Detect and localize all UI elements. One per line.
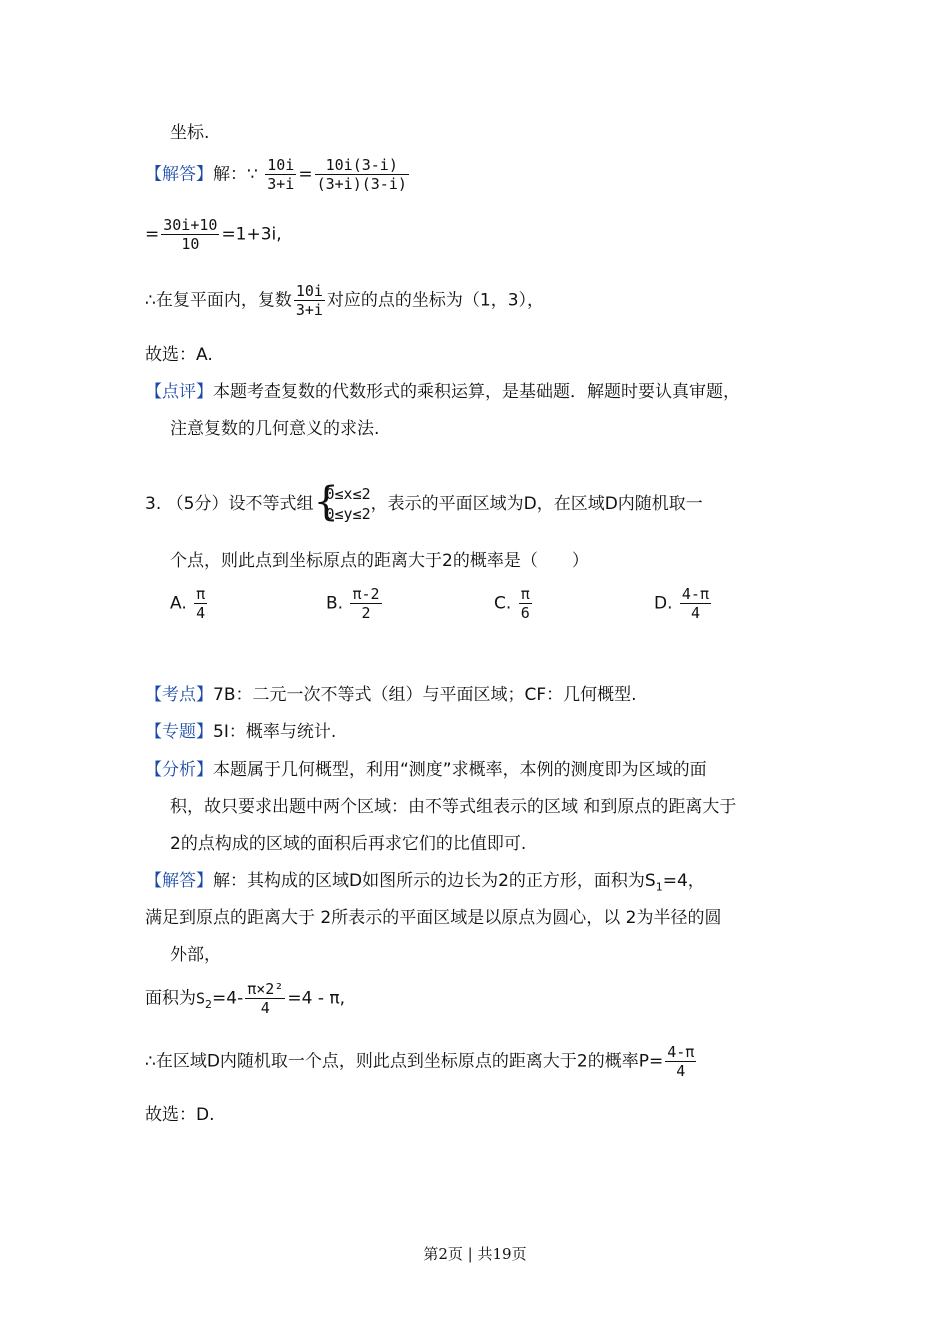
- fenxi-line-1: 【分析】本题属于几何概型，利用“测度”求概率，本例的测度即为区域的面: [145, 760, 707, 780]
- comment-line-2: 注意复数的几何意义的求法.: [170, 419, 380, 439]
- question-line-2: 个点，则此点到坐标原点的距离大于2的概率是（ ）: [170, 551, 589, 571]
- jieda-line-3: 外部，: [170, 945, 221, 965]
- therefore-line-2: ∴在区域D内随机取一个点，则此点到坐标原点的距离大于2的概率P= $\frac{4-\pi}{4}$: [145, 1043, 695, 1080]
- text-coordinate: 坐标.: [170, 123, 210, 143]
- comment-tag: 【点评】: [145, 382, 213, 402]
- fraction: $\frac{10i(3-i)}{(3+i)(3-i)}$: [316, 156, 407, 193]
- fraction: $\frac{30i+10}{10}$: [163, 216, 218, 253]
- choose-line-1: 故选：A.: [145, 345, 213, 365]
- area-line: 面积为$S_2=4-$ $\frac{\text{π×2²}}{4}$ =4 - π,: [145, 980, 345, 1017]
- fenxi-line-2: 积，故只要求出题中两个区域：由不等式组表示的区域 和到原点的距离大于: [170, 797, 737, 817]
- fraction: $\frac{10i}{3+i}$: [295, 282, 323, 319]
- solution-line-2: = $\frac{30i+10}{10}$ =1+3i,: [145, 216, 282, 253]
- option-a: A. $\frac{\pi}{4}$: [170, 585, 206, 622]
- question-line-1: 3. （5分）设不等式组 { 0≤x≤2 0≤y≤2 ，表示的平面区域为D，在区域D内随机取一: [145, 479, 703, 525]
- therefore-line-1: ∴在复平面内，复数 $\frac{10i}{3+i}$ 对应的点的坐标为（1，3），: [145, 282, 545, 319]
- solution-line-1: 【解答】解：∵ $\frac{10i}{3+i}$ = $\frac{10i(3-i)}{(3+i)(3-i)}$: [145, 156, 407, 193]
- jieda-line-2: 满足到原点的距离大于 2所表示的平面区域是以原点为圆心，以 2为半径的圆: [145, 908, 722, 928]
- choose-line-2: 故选：D.: [145, 1105, 215, 1125]
- option-b: B. $\frac{\pi-2}{2}$: [326, 585, 380, 622]
- solution-tag: 【解答】: [145, 164, 213, 185]
- option-c: C. $\frac{\pi}{6}$: [494, 585, 530, 622]
- jieda-line-1: 【解答】解：其构成的区域D如图所示的边长为2的正方形，面积为$S_1=4$，: [145, 871, 705, 894]
- option-d: D. $\frac{4-\pi}{4}$: [654, 585, 709, 622]
- comment-line-1: 【点评】本题考查复数的代数形式的乘积运算，是基础题．解题时要认真审题，: [145, 382, 740, 402]
- solution-text: 解：∵: [213, 164, 258, 185]
- fraction: $\frac{10i}{3+i}$: [267, 156, 295, 193]
- fenxi-line-3: 2的点构成的区域的面积后再求它们的比值即可.: [170, 834, 527, 854]
- inequality-system: { 0≤x≤2 0≤y≤2: [313, 479, 371, 525]
- page-footer: 第2页 | 共19页: [423, 1245, 527, 1263]
- kaodian-line: 【考点】7B：二元一次不等式（组）与平面区域；CF：几何概型.: [145, 685, 637, 705]
- zhuanti-line: 【专题】5I：概率与统计.: [145, 722, 337, 742]
